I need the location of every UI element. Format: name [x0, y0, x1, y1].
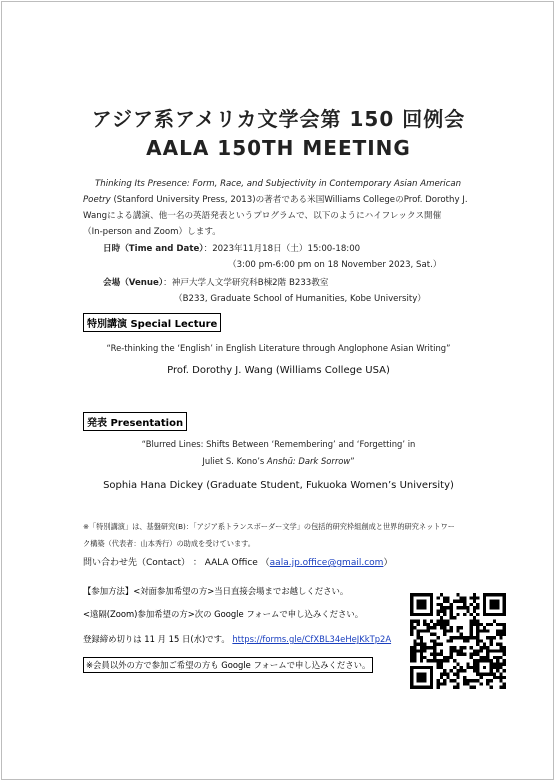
flyer-page [1, 1, 554, 780]
intro-line4: （In-person and Zoom）します。 [83, 227, 221, 237]
intro-line2: (Stanford University Press, 2013)の著者である米国Williams CollegeのProf. Dorothy J. [110, 195, 468, 205]
venue-row [103, 276, 328, 288]
presentation-heading: 発表 Presentation [83, 412, 187, 431]
intro-line3: Wangによる講演、他一名の英語発表というプログラムで、以下のようにハイフレックス開催 [83, 211, 442, 221]
google-form-link[interactable]: https://forms.gle/CfXBL34eHeJKkTp2A [232, 634, 392, 644]
contact-row [83, 555, 392, 568]
book-title-line2: Poetry [83, 195, 111, 205]
contact-email-link[interactable]: aala.jp.office@gmail.com [269, 558, 384, 568]
participation-line1: 【参加方法】<対面参加希望の方>当日直接会場までお越しください。 [83, 586, 349, 596]
deadline-text: 登録締め切りは 11 月 15 日(水)です。 [83, 634, 230, 644]
qr-code-icon[interactable] [410, 593, 506, 689]
participation-line2: <遠隔(Zoom)参加希望の方>次の Google フォームで申し込みください。 [83, 609, 364, 619]
date-value-jp: ：2023年11月18日（土）15:00-18:00 [203, 244, 361, 254]
contact-label: 問い合わせ先（Contact） ： AALA Office （ [83, 558, 270, 568]
presentation-title-line2 [2, 456, 555, 466]
presentation-title-italic: Anshū: Dark Sorrow [266, 456, 351, 466]
special-lecture-title: “Re-thinking the ‘English’ in English Literature through Anglophone Asian Writing” [106, 343, 451, 353]
presentation-speaker: Sophia Hana Dickey (Graduate Student, Fukuoka Women’s University) [103, 480, 454, 491]
date-value-en: （3:00 pm-6:00 pm on 18 November 2023, Sat.） [228, 260, 442, 270]
title-japanese: アジア系アメリカ文学会第 150 回例会 [91, 107, 466, 131]
special-lecture-speaker: Prof. Dorothy J. Wang (Williams College USA) [167, 365, 390, 376]
participation-note-box: ※会員以外の方で参加ご希望の方も Google フォームで申し込みください。 [83, 657, 373, 673]
contact-close: ） [383, 558, 393, 568]
special-lecture-heading: 特別講演 Special Lecture [83, 313, 221, 332]
presentation-title-line1: “Blurred Lines: Shifts Between ‘Remembering’ and ‘Forgetting’ in [141, 439, 416, 449]
title-english: AALA 150TH MEETING [146, 136, 411, 160]
presentation-title-prefix: Juliet S. Kono’s [202, 456, 267, 466]
venue-value-jp: ：神戸大学人文学研究科B棟2階 B233教室 [163, 278, 329, 288]
book-title-line1: Thinking Its Presence: Form, Race, and Subjectivity in Contemporary Asian American [95, 179, 462, 189]
date-row [103, 242, 360, 254]
presentation-title-suffix: ” [350, 456, 355, 466]
participation-line3 [83, 633, 391, 645]
funding-note-line1: ※「特別講演」は、基盤研究(B)：「アジア系トランスボーダー文学」の包括的研究枠組創成と世界的研究ネットワー [83, 522, 455, 531]
intro-paragraph [83, 176, 475, 240]
venue-label: 会場（Venue） [103, 278, 164, 288]
funding-note-line2: ク構築（代表者：山本秀行）の助成を受けています。 [83, 539, 255, 548]
date-label: 日時（Time and Date） [103, 244, 204, 254]
venue-value-en: （B233, Graduate School of Humanities, Kobe University） [174, 294, 426, 304]
